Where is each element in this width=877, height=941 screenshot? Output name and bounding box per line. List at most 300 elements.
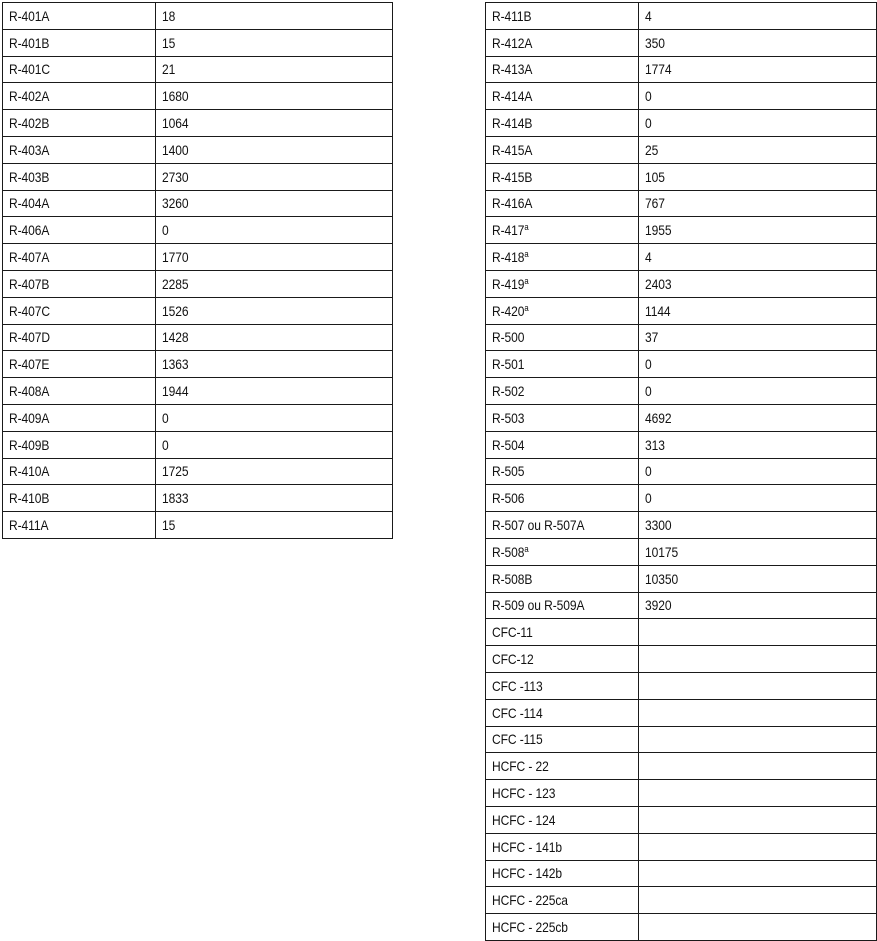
gwp-value: 1400 [162,141,189,158]
refrigerant-name-cell [486,619,639,646]
table-row [486,29,877,56]
refrigerant-name [492,892,568,908]
table-row [486,324,877,351]
refrigerant-name-cell [486,190,639,217]
refrigerant-name [492,329,524,345]
gwp-value-cell [156,378,393,405]
gwp-value-cell [156,29,393,56]
table-row [486,270,877,297]
table-row [486,914,877,941]
table-row [486,190,877,217]
refrigerant-name-cell [486,914,639,941]
footnote-marker: a [524,275,529,286]
refrigerant-name-text: R-401C [9,61,50,78]
table-row [486,806,877,833]
gwp-value-cell [156,190,393,217]
refrigerant-name [492,88,532,104]
refrigerant-name-text: R-407B [9,275,50,292]
refrigerant-name-cell [486,699,639,726]
refrigerant-name-text: R-407E [9,356,50,373]
gwp-value: 1428 [162,329,189,346]
refrigerant-name-text: R-409A [9,409,50,426]
refrigerant-name-text: R-406A [9,222,50,239]
gwp-value: 0 [645,88,652,105]
gwp-value-cell [639,297,877,324]
gwp-value: 0 [162,222,169,239]
gwp-value: 37 [645,329,659,346]
table-row [3,324,393,351]
table-row [3,56,393,83]
refrigerant-name [492,839,562,855]
gwp-value: 0 [162,436,169,453]
table-row [3,217,393,244]
gwp-value: 0 [645,490,652,507]
refrigerant-name-text: HCFC - 123 [492,785,556,801]
refrigerant-name [492,785,555,801]
refrigerant-name-cell [486,806,639,833]
refrigerant-name [9,222,49,238]
gwp-value: 21 [162,61,176,78]
gwp-value-cell [156,163,393,190]
table-row [486,351,877,378]
refrigerant-name-text: R-419 [492,275,525,292]
refrigerant-name-text: R-403A [9,141,50,158]
refrigerant-name-text: CFC -114 [492,704,543,721]
refrigerant-name-cell [486,565,639,592]
refrigerant-name-cell [3,351,156,378]
refrigerant-name-cell [3,3,156,30]
gwp-value: 15 [162,517,176,534]
refrigerant-name-text: R-416A [492,195,533,212]
gwp-value: 350 [645,34,665,51]
table-row [486,217,877,244]
table-row [486,833,877,860]
refrigerant-name [9,249,49,265]
gwp-value-cell [639,324,877,351]
refrigerant-name [492,463,524,479]
refrigerant-name-text: R-413A [492,61,533,78]
table-row [3,270,393,297]
refrigerant-name [9,35,49,51]
refrigerant-name [492,356,524,372]
table-row [486,3,877,30]
table-row [486,780,877,807]
footnote-marker: a [524,543,529,554]
refrigerant-name-text: R-420 [492,302,525,319]
table-row [486,565,877,592]
refrigerant-name [9,88,49,104]
table-row [486,512,877,539]
refrigerant-name-text: R-502 [492,383,525,400]
refrigerant-name-cell [486,244,639,271]
refrigerant-name [492,651,534,667]
refrigerant-name-text: CFC -113 [492,677,543,694]
gwp-value-cell [156,3,393,30]
table-row [3,458,393,485]
refrigerant-name-cell [3,136,156,163]
refrigerant-name [492,705,543,721]
refrigerant-name [492,437,524,453]
refrigerant-name [9,356,49,372]
refrigerant-name [492,410,524,426]
refrigerant-name [492,303,529,319]
refrigerant-name-cell [486,83,639,110]
gwp-value: 18 [162,7,176,24]
table-body [486,3,877,941]
refrigerant-name-text: R-411B [492,7,532,24]
refrigerant-name [492,61,532,77]
refrigerant-name [492,544,529,560]
refrigerant-table-left [2,2,393,539]
table-row [3,136,393,163]
table-row [486,887,877,914]
refrigerant-name [9,115,49,131]
gwp-value-cell [639,56,877,83]
refrigerant-name [9,195,49,211]
refrigerant-name-text: R-411A [9,517,49,534]
table-row [486,110,877,137]
table-row [486,458,877,485]
refrigerant-name-text: R-507 ou R-507A [492,517,585,534]
refrigerant-name-cell [3,458,156,485]
refrigerant-name-cell [486,270,639,297]
refrigerant-name-cell [486,887,639,914]
gwp-value-cell [639,378,877,405]
table-row [3,244,393,271]
table-row [3,29,393,56]
refrigerant-name-text: R-508 [492,543,525,560]
gwp-value-cell [639,458,877,485]
gwp-value: 2403 [645,275,672,292]
refrigerant-name-text: HCFC - 225cb [492,918,568,935]
refrigerant-name-cell [3,270,156,297]
refrigerant-name [492,8,531,24]
refrigerant-name-cell [486,351,639,378]
refrigerant-name-cell [3,431,156,458]
refrigerant-name [9,303,50,319]
table-row [486,404,877,431]
table-row [3,404,393,431]
refrigerant-name-text: HCFC - 141b [492,838,562,855]
gwp-value: 1770 [162,249,189,266]
gwp-value-cell [156,485,393,512]
table-row [486,699,877,726]
table-row [486,538,877,565]
gwp-value-cell [156,136,393,163]
gwp-value: 105 [645,168,665,185]
table-row [486,244,877,271]
refrigerant-name [492,249,529,265]
gwp-value: 3260 [162,195,189,212]
gwp-value: 0 [645,356,652,373]
refrigerant-name-cell [486,136,639,163]
refrigerant-name [492,678,543,694]
footnote-marker: a [524,302,529,313]
refrigerant-name [9,8,49,24]
refrigerant-name-cell [486,538,639,565]
table-row [486,485,877,512]
refrigerant-name-text: R-402A [9,88,50,105]
refrigerant-name [9,490,49,506]
footnote-marker: a [524,249,529,260]
gwp-value: 3300 [645,517,672,534]
refrigerant-name-cell [3,29,156,56]
gwp-value-cell [639,860,877,887]
table-row [486,672,877,699]
table-row [486,297,877,324]
refrigerant-name-cell [486,110,639,137]
refrigerant-name-text: HCFC - 124 [492,811,556,828]
refrigerant-name-cell [486,753,639,780]
refrigerant-name-cell [486,29,639,56]
refrigerant-name-text: R-503 [492,409,525,426]
refrigerant-name-text: R-509 ou R-509A [492,597,585,614]
gwp-value: 4 [645,7,652,24]
gwp-value: 1144 [645,302,671,319]
table-body [3,3,393,539]
refrigerant-name [492,758,549,774]
refrigerant-name-cell [486,404,639,431]
gwp-value-cell [156,324,393,351]
refrigerant-name-cell [3,324,156,351]
refrigerant-name-text: R-418 [492,249,525,266]
refrigerant-name-cell [486,431,639,458]
gwp-value: 1725 [162,463,189,480]
gwp-value-cell [639,619,877,646]
gwp-value-cell [156,431,393,458]
gwp-value: 1680 [162,88,189,105]
refrigerant-name-cell [486,458,639,485]
refrigerant-name-cell [486,324,639,351]
refrigerant-name-text: R-409B [9,436,50,453]
table-row [3,351,393,378]
gwp-value: 4 [645,249,652,266]
refrigerant-name [9,142,49,158]
table-row [3,297,393,324]
gwp-value-cell [156,297,393,324]
refrigerant-name-cell [486,163,639,190]
refrigerant-name-cell [3,217,156,244]
table-row [486,163,877,190]
refrigerant-name-cell [3,244,156,271]
gwp-value-cell [156,217,393,244]
table-row [486,619,877,646]
refrigerant-name [9,169,49,185]
table-row [3,3,393,30]
gwp-value-cell [639,538,877,565]
table-row [3,110,393,137]
refrigerant-name-text: R-407C [9,302,50,319]
gwp-value: 15 [162,34,176,51]
gwp-value: 3920 [645,597,672,614]
gwp-value-cell [639,29,877,56]
refrigerant-name-cell [486,726,639,753]
table-row [486,726,877,753]
gwp-value-cell [639,163,877,190]
refrigerant-name-text: R-414A [492,88,533,105]
gwp-value-cell [156,512,393,539]
refrigerant-name [492,865,562,881]
refrigerant-name-text: R-407D [9,329,50,346]
gwp-value-cell [639,806,877,833]
refrigerant-name [492,383,524,399]
table-row [3,83,393,110]
gwp-value-cell [639,592,877,619]
gwp-value: 1944 [162,383,189,400]
gwp-value: 25 [645,141,659,158]
refrigerant-name [492,169,532,185]
table-row [486,860,877,887]
gwp-value-cell [639,699,877,726]
refrigerant-name-cell [486,833,639,860]
gwp-value-cell [156,110,393,137]
gwp-value-cell [639,244,877,271]
gwp-value-cell [639,914,877,941]
gwp-value-cell [156,56,393,83]
gwp-value-cell [639,83,877,110]
gwp-value: 4692 [645,409,672,426]
refrigerant-name [492,624,533,640]
refrigerant-name-cell [486,780,639,807]
refrigerant-name-cell [486,672,639,699]
refrigerant-name-cell [486,3,639,30]
gwp-value-cell [639,3,877,30]
refrigerant-name-cell [3,485,156,512]
gwp-value: 2285 [162,275,189,292]
table-row [3,163,393,190]
gwp-value-cell [639,217,877,244]
gwp-value-cell [639,646,877,673]
refrigerant-name [492,919,568,935]
refrigerant-name-text: R-410A [9,463,50,480]
refrigerant-name [9,410,49,426]
refrigerant-name-text: HCFC - 225ca [492,892,568,909]
refrigerant-name [492,597,584,613]
gwp-value-cell [639,351,877,378]
gwp-value: 1064 [162,115,189,132]
footnote-marker: a [524,222,529,233]
refrigerant-name-text: R-412A [492,34,533,51]
refrigerant-name-cell [486,297,639,324]
refrigerant-name-text: R-408A [9,383,50,400]
refrigerant-name-cell [486,56,639,83]
refrigerant-name-cell [486,485,639,512]
refrigerant-name [9,383,49,399]
refrigerant-name-text: R-504 [492,436,525,453]
table-row [486,378,877,405]
refrigerant-name [492,115,532,131]
refrigerant-name-text: CFC-12 [492,651,534,668]
refrigerant-name [492,222,529,238]
gwp-value: 767 [645,195,665,212]
refrigerant-name-cell [486,378,639,405]
refrigerant-name-cell [3,56,156,83]
table-row [486,592,877,619]
refrigerant-name [9,276,49,292]
refrigerant-name-text: R-407A [9,249,50,266]
refrigerant-name-text: HCFC - 22 [492,758,549,775]
refrigerant-name [492,35,532,51]
gwp-value-cell [156,244,393,271]
refrigerant-name [492,276,529,292]
refrigerant-name-cell [486,592,639,619]
refrigerant-name [9,517,48,533]
refrigerant-name-text: R-404A [9,195,50,212]
gwp-value-cell [639,136,877,163]
gwp-value-cell [156,404,393,431]
table-row [3,431,393,458]
refrigerant-name-text: CFC -115 [492,731,543,748]
gwp-value: 1774 [645,61,672,78]
refrigerant-name-text: R-506 [492,490,525,507]
refrigerant-name [492,195,532,211]
refrigerant-name-text: R-414B [492,115,533,132]
gwp-value-cell [639,512,877,539]
table-row [486,136,877,163]
refrigerant-name-text: HCFC - 142b [492,865,562,882]
gwp-value-cell [156,83,393,110]
gwp-value: 0 [645,383,652,400]
gwp-value: 0 [645,463,652,480]
table-row [486,56,877,83]
refrigerant-name-cell [3,404,156,431]
refrigerant-name [9,463,49,479]
refrigerant-name [9,437,49,453]
gwp-value-cell [639,270,877,297]
gwp-value: 1363 [162,356,189,373]
gwp-value: 0 [162,409,169,426]
table-row [3,378,393,405]
table-row [486,753,877,780]
refrigerant-name-text: R-417 [492,222,525,239]
refrigerant-name-cell [3,190,156,217]
refrigerant-name-text: R-401A [9,7,50,24]
refrigerant-name-text: R-415B [492,168,533,185]
refrigerant-name [9,61,50,77]
table-row [3,485,393,512]
refrigerant-name-cell [3,110,156,137]
table-row [486,646,877,673]
gwp-value-cell [639,190,877,217]
gwp-value: 10350 [645,570,679,587]
refrigerant-name [492,142,532,158]
table-row [3,512,393,539]
gwp-value: 0 [645,115,652,132]
gwp-value-cell [156,270,393,297]
refrigerant-name [492,731,543,747]
gwp-value: 1955 [645,222,672,239]
gwp-value-cell [639,833,877,860]
gwp-value-cell [639,672,877,699]
refrigerant-name-text: R-410B [9,490,50,507]
gwp-value: 1833 [162,490,189,507]
table-row [486,431,877,458]
refrigerant-name-cell [486,646,639,673]
gwp-value-cell [639,485,877,512]
refrigerant-name-text: R-403B [9,168,50,185]
refrigerant-name-cell [486,512,639,539]
refrigerant-name-text: R-401B [9,34,50,51]
refrigerant-name [492,517,584,533]
gwp-value-cell [639,753,877,780]
refrigerant-name-cell [3,83,156,110]
gwp-value: 2730 [162,168,189,185]
gwp-value: 313 [645,436,665,453]
refrigerant-name-cell [3,378,156,405]
refrigerant-name-text: R-415A [492,141,533,158]
refrigerant-name-cell [486,860,639,887]
refrigerant-name-text: R-402B [9,115,50,132]
